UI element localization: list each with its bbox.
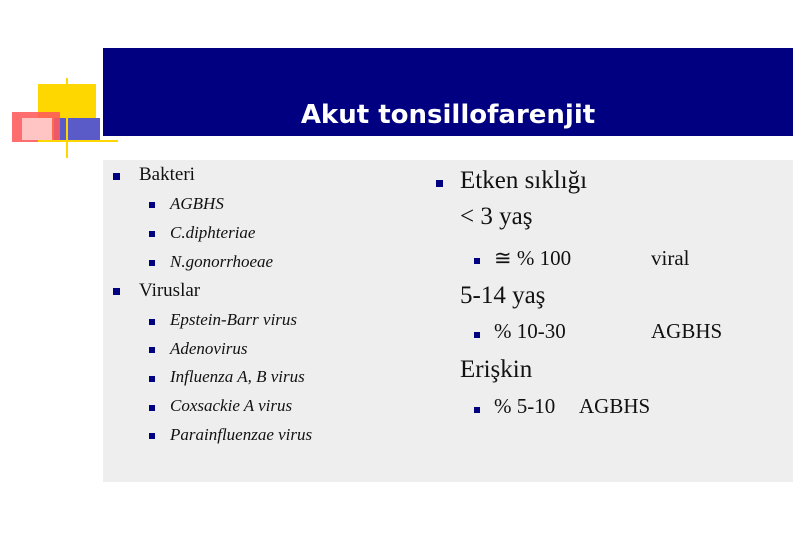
- decor-horizontal-line: [38, 140, 118, 142]
- sub-bullet-icon: [149, 231, 155, 237]
- virus-item: Epstein-Barr virus: [170, 310, 298, 329]
- bullet-square-icon: [436, 180, 443, 187]
- frequency-value: % 10-30: [494, 319, 566, 343]
- age-group-label: 5-14 yaş: [460, 282, 546, 309]
- bakteri-item: N.gonorrhoeae: [170, 252, 274, 271]
- sub-bullet-icon: [149, 202, 155, 208]
- bakteri-heading: Bakteri: [139, 164, 195, 185]
- sub-bullet-icon: [149, 433, 155, 439]
- virus-item: Adenovirus: [170, 339, 248, 358]
- age-group-label: < 3 yaş: [460, 203, 533, 230]
- bullet-square-icon: [113, 173, 120, 180]
- slide-title: Akut tonsillofarenjit: [300, 100, 596, 130]
- bullet-square-icon: [113, 288, 120, 295]
- sub-bullet-icon: [474, 407, 480, 413]
- frequency-value: ≅ % 100: [494, 246, 572, 270]
- virus-item: Coxsackie A virus: [170, 396, 293, 415]
- frequency-value: % 5-10: [494, 394, 556, 418]
- bakteri-item: C.diphteriae: [170, 223, 256, 242]
- virus-item: Parainfluenzae virus: [170, 425, 313, 444]
- sub-bullet-icon: [149, 260, 155, 266]
- virus-item: Influenza A, B virus: [170, 367, 305, 386]
- frequency-agent: AGBHS: [579, 394, 651, 418]
- sub-bullet-icon: [474, 332, 480, 338]
- frequency-agent: AGBHS: [651, 319, 723, 343]
- sub-bullet-icon: [149, 347, 155, 353]
- sub-bullet-icon: [149, 405, 155, 411]
- viruslar-heading: Viruslar: [139, 280, 201, 301]
- sub-bullet-icon: [149, 319, 155, 325]
- sub-bullet-icon: [474, 258, 480, 264]
- sub-bullet-icon: [149, 376, 155, 382]
- frequency-agent: viral: [651, 246, 690, 270]
- frequency-heading: Etken sıklığı: [460, 167, 588, 194]
- bakteri-item: AGBHS: [170, 194, 224, 213]
- age-group-label: Erişkin: [460, 356, 533, 383]
